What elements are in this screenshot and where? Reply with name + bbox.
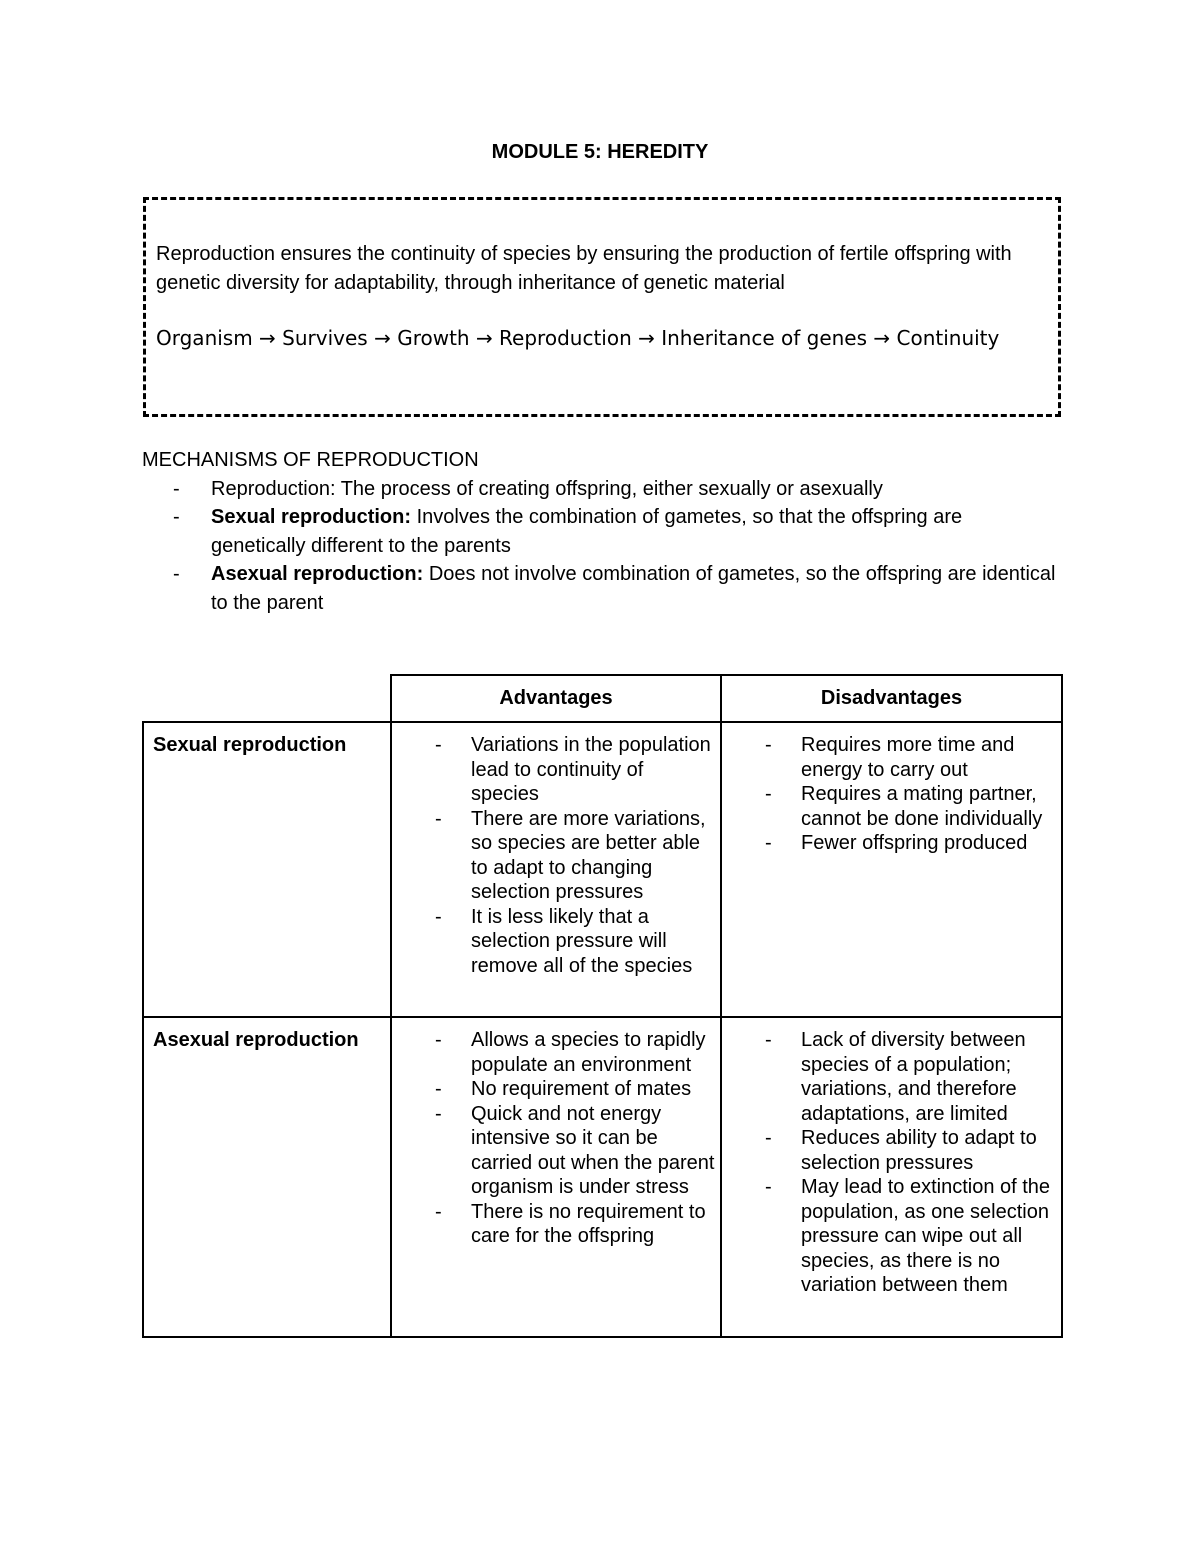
row-header: Asexual reproduction <box>143 1017 391 1337</box>
dash-bullet: - <box>173 506 180 528</box>
disadvantages-list <box>732 733 1057 856</box>
dash-bullet: - <box>765 832 772 854</box>
list-item <box>732 1175 1057 1298</box>
dash-bullet: - <box>765 1029 772 1051</box>
dash-bullet: - <box>173 563 180 585</box>
list-item <box>402 733 716 807</box>
advantages-cell <box>391 1017 721 1337</box>
list-item <box>142 560 1062 617</box>
list-item <box>402 1077 716 1102</box>
list-item <box>732 782 1057 831</box>
dash-bullet: - <box>435 1029 442 1051</box>
list-item <box>142 503 1062 560</box>
dash-bullet: - <box>765 1176 772 1198</box>
comparison-table <box>142 674 1063 1338</box>
list-item-term: Sexual reproduction: <box>211 506 412 528</box>
advantages-list <box>402 1028 716 1249</box>
table-row <box>143 1017 1062 1337</box>
dash-bullet: - <box>173 477 180 500</box>
column-header-advantages: Advantages <box>391 675 721 722</box>
list-item <box>402 1200 716 1249</box>
dash-bullet: - <box>765 783 772 805</box>
list-item-text: May lead to extinction of the population, as one selection pressure can wipe out all species, as there is no variation between them <box>801 1176 1051 1296</box>
mechanisms-list <box>142 475 1062 618</box>
list-item-text: Fewer offspring produced <box>801 832 1028 854</box>
list-item-text: Variations in the population lead to continuity of species <box>471 734 711 805</box>
list-item <box>402 1102 716 1200</box>
dash-bullet: - <box>765 1127 772 1149</box>
list-item-text: There are more variations, so species are better able to adapt to changing selection pressures <box>471 807 706 903</box>
list-item-text: Lack of diversity between species of a population; variations, and therefore adaptations, are limited <box>801 1029 1026 1125</box>
list-item <box>732 831 1057 856</box>
intro-box <box>143 197 1061 417</box>
page-title: MODULE 5: HEREDITY <box>491 141 709 163</box>
mechanisms-section <box>142 446 1062 617</box>
list-item-text: Reduces ability to adapt to selection pressures <box>801 1127 1037 1174</box>
table-header-row <box>143 675 1062 722</box>
dash-bullet: - <box>435 1078 442 1100</box>
section-heading: MECHANISMS OF REPRODUCTION <box>142 449 479 471</box>
list-item-text: Reproduction: The process of creating offspring, either sexually or asexually <box>211 477 883 500</box>
list-item-term: Asexual reproduction: <box>211 563 424 585</box>
row-header: Sexual reproduction <box>143 722 391 1017</box>
list-item-text: Allows a species to rapidly populate an environment <box>471 1029 706 1076</box>
list-item <box>402 807 716 905</box>
list-item-text: It is less likely that a selection pressure will remove all of the species <box>471 905 693 977</box>
table-row <box>143 722 1062 1017</box>
disadvantages-cell <box>721 1017 1062 1337</box>
table-corner-cell <box>143 675 391 722</box>
list-item-text: Involves the combination of gametes, so that the offspring are genetically different to the parents <box>211 506 963 557</box>
list-item <box>732 733 1057 782</box>
advantages-cell <box>391 722 721 1017</box>
dash-bullet: - <box>765 734 772 756</box>
advantages-list <box>402 733 716 978</box>
disadvantages-cell <box>721 722 1062 1017</box>
list-item <box>402 1028 716 1077</box>
list-item <box>732 1126 1057 1175</box>
list-item <box>732 1028 1057 1126</box>
list-item-text: No requirement of mates <box>471 1078 692 1100</box>
dash-bullet: - <box>435 1102 442 1125</box>
list-item-text: Requires more time and energy to carry out <box>801 734 1015 781</box>
list-item <box>402 905 716 979</box>
disadvantages-list <box>732 1028 1057 1298</box>
column-header-disadvantages: Disadvantages <box>721 675 1062 722</box>
list-item <box>142 475 1062 504</box>
list-item-text: Does not involve combination of gametes, so the offspring are identical to the parent <box>211 563 1056 614</box>
intro-text: Reproduction ensures the continuity of species by ensuring the production of fertile offspring with genetic diversity for adaptability, through inheritance of genetic material <box>156 243 1012 294</box>
dash-bullet: - <box>435 734 442 756</box>
dash-bullet: - <box>435 905 442 928</box>
dash-bullet: - <box>435 1200 442 1223</box>
reproduction-flow: Organism → Survives → Growth → Reproduction → Inheritance of genes → Continuity <box>156 326 1000 350</box>
list-item-text: There is no requirement to care for the offspring <box>471 1200 706 1247</box>
dash-bullet: - <box>435 807 442 830</box>
list-item-text: Quick and not energy intensive so it can be carried out when the parent organism is under stress <box>471 1102 715 1198</box>
list-item-text: Requires a mating partner, cannot be done individually <box>801 783 1043 830</box>
